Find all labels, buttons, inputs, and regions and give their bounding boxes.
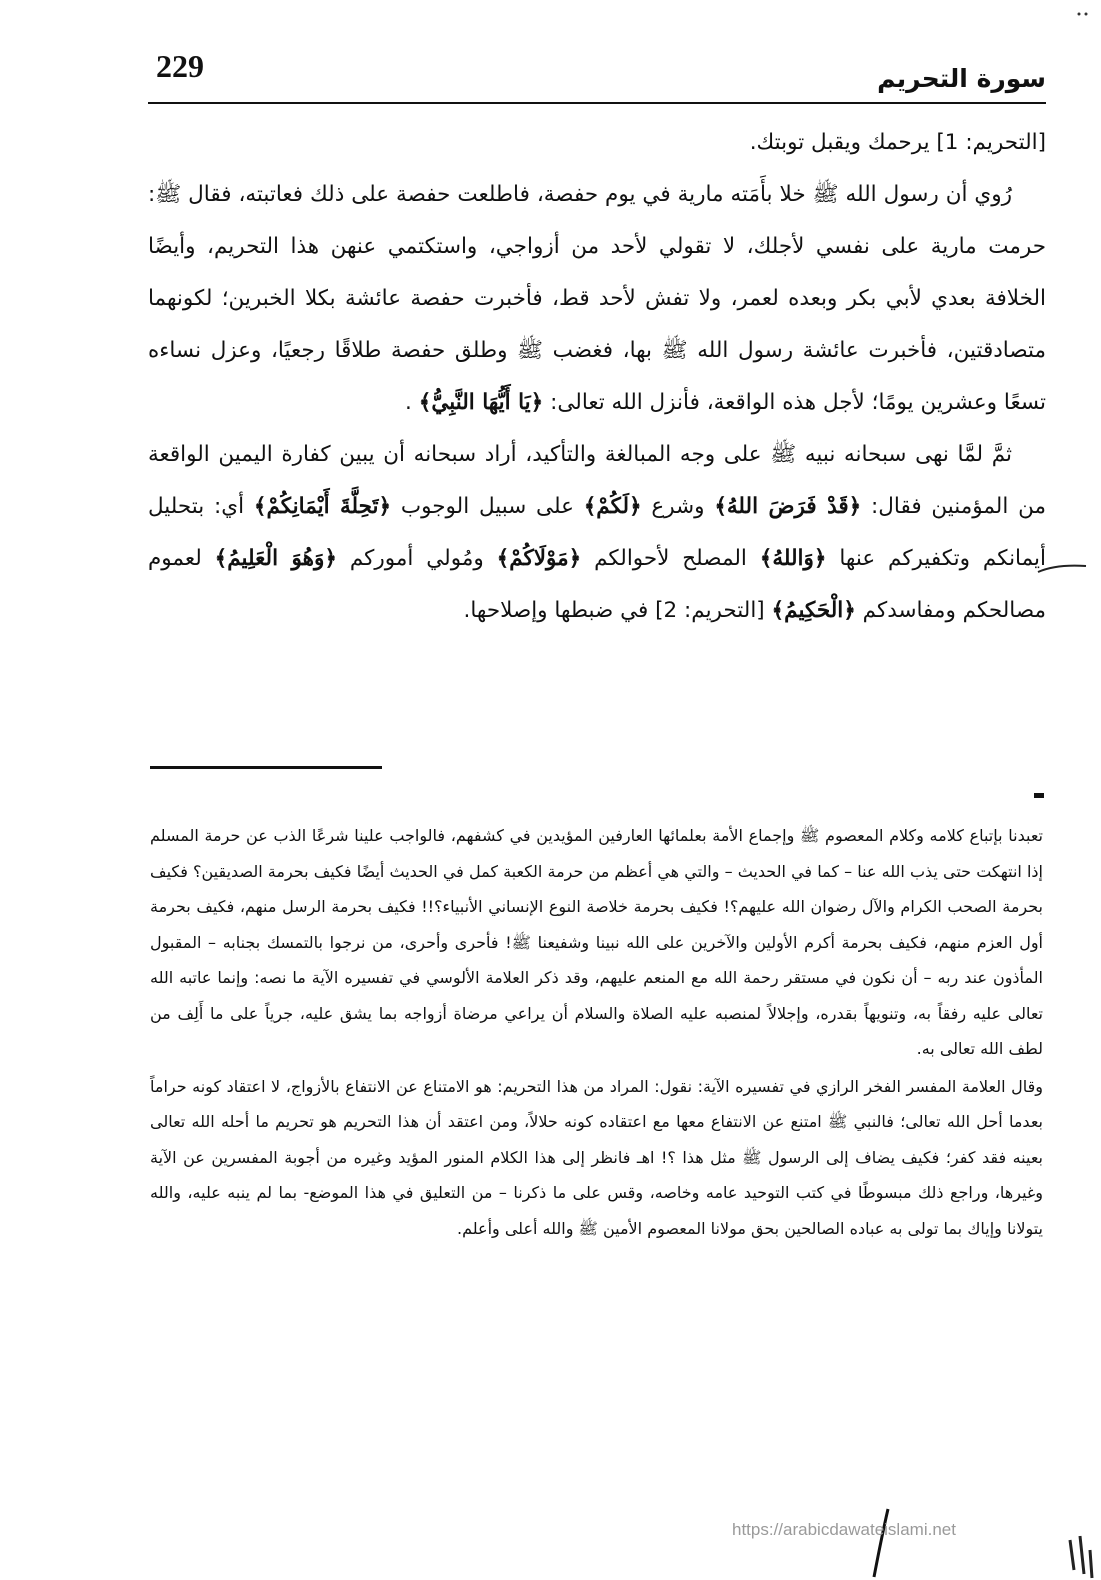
running-title: سورة التحريم — [877, 64, 1046, 93]
footnote-marker — [1034, 793, 1044, 798]
footnote-divider — [150, 766, 382, 769]
quran-quote: ﴿يَا أَيُّهَا النَّبِيُّ﴾ — [418, 390, 544, 415]
paragraph-text: وشرع — [641, 494, 715, 519]
main-paragraph — [148, 429, 1046, 637]
quran-quote: ﴿وَاللهُ﴾ — [759, 546, 827, 571]
quran-quote: ﴿تَحِلَّةَ أَيْمَانِكُمْ﴾ — [253, 494, 392, 519]
scan-pen-stroke — [860, 1505, 900, 1580]
page-number: 229 — [156, 48, 204, 84]
paragraph-text: على سبيل الوجوب — [391, 494, 584, 519]
quran-quote: ﴿مَوْلَاكُمْ﴾ — [496, 546, 582, 571]
main-paragraph — [148, 117, 1046, 169]
page-header — [148, 48, 1046, 102]
footnote-paragraph: وقال العلامة المفسر الفخر الرازي في تفسيره الآية: نقول: المراد من هذا التحريم: هو الامتناع عن الانتفاع بالأزواج، لا اعتقاد كونه حراماً بعدما أحل الله تعالى؛ فالنبي ﷺ امتنع عن الانتفاع معها مع اعتقاده كونه حلالاً، ومن اعتقد أن هذا التحريم هو تحريم ما أحله الله تعالى بعينه فقد كفر؛ فكيف يضاف إلى الرسول ﷺ مثل هذا ؟! اهـ فانظر إلى هذا الكلام المنور المؤيد وغيره من أجوبة المفسرين عن الآية وغيرها، وراجع ذلك مبسوطًا في كتب التوحيد عامه وخاصه، وقس على ما ذكرنا – من التعليق في هذا الموضع- بما لم ينبه عليه، والله يتولانا وإياك بما تولى به عباده الصالحين بحق مولانا المعصوم الأمين ﷺ والله أعلى وأعلم. — [150, 1076, 1043, 1238]
main-text-body — [148, 117, 1046, 637]
main-paragraph — [148, 169, 1046, 429]
footnote-paragraph: تعبدنا بإتباع كلامه وكلام المعصوم ﷺ وإجماع الأمة بعلمائها العارفين المؤيدين في كشفهم، فالواجب علينا شرعًا الذب عن حرمة المسلم إذا انتهكت حتى يذب الله عنا – كما في الحديث – والتي هي أعظم من حرمة الكعبة كمل في الحديث أيضًا فكيف بحرمة الصديقين؟ فكيف بحرمة الصحب الكرام والآل رضوان الله عليهم؟! فكيف بحرمة خلاصة النوع الإنساني الأنبياء؟!! فكيف بحرمة الرسل منهم، فكيف بحرمة أول العزم منهم، فكيف بحرمة أكرم الأولين والآخرين على الله نبينا وشفيعنا ﷺ! فأحرى وأحرى، من نرجوا بالتمسك بجنابه – المقبول المأذون عند ربه – أن نكون في مستقر رحمة الله مع المنعم عليهم، وقد ذكر العلامة الألوسي في تفسيره الآية ما نصه: وإنما عاتبه الله تعالى عليه رفقاً به، وتنويهاً بقدره، وإجلالاً لمنصبه عليه الصلاة والسلام أن يراعي مرضاة أزواجه بما يشق عليه، جرياً على ما أَلِف من لطف الله تعالى به. — [150, 826, 1043, 1058]
paragraph-text: [التحريم: 2] في ضبطها وإصلاحها. — [463, 598, 772, 623]
paragraph-text: أي: بتحليل أيمانكم وتكفيركم عنها — [148, 494, 1046, 571]
paragraph-text: رُوي أن رسول الله ﷺ خلا بأَمَته مارية في يوم حفصة، فاطلعت حفصة على ذلك فعاتبته، فقال ﷺ: حرمت مارية على نفسي لأجلك، لا تقولي لأحد من أزواجي، واستكتمي عنهن هذا التحريم، وأيضًا الخلافة بعدي لأبي بكر وبعده لعمر، ولا تفش لأحد قط، فأخبرت حفصة عائشة بكلا الخبرين؛ لكونهما متصادقتين، فأخبرت عائشة رسول الله ﷺ بها، فغضب ﷺ وطلق حفصة طلاقًا رجعيًا، وعزل نساءه تسعًا وعشرين يومًا؛ لأجل هذه الواقعة، فأنزل الله تعالى: — [148, 182, 1046, 415]
watermark-url: https://arabicdawateislami.net — [732, 1520, 956, 1539]
quran-quote: ﴿وَهُوَ الْعَلِيمُ﴾ — [214, 546, 337, 571]
header-divider — [148, 102, 1046, 104]
paragraph-text: [التحريم: 1] يرحمك ويقبل توبتك. — [749, 130, 1046, 155]
quran-quote: ﴿قَدْ فَرَضَ اللهُ﴾ — [714, 494, 862, 519]
quran-quote: ﴿الْحَكِيمُ﴾ — [771, 598, 856, 623]
paragraph-text: المصلح لأحوالكم — [581, 546, 760, 571]
scan-edge-noise — [1040, 1500, 1101, 1580]
paragraph-text: . — [405, 390, 419, 415]
footnotes-section — [150, 818, 1043, 1246]
scan-corner-marks — [1074, 6, 1092, 22]
margin-mark — [1036, 562, 1088, 576]
paragraph-text: ثمَّ لمَّا نهى سبحانه نبيه ﷺ على وجه المبالغة والتأكيد، أراد سبحانه أن يبين كفارة اليمين الواقعة من المؤمنين فقال: — [148, 442, 1047, 519]
paragraph-text: لعموم مصالحكم ومفاسدكم — [148, 546, 1046, 623]
paragraph-text: ومُولي أموركم — [337, 546, 497, 571]
quran-quote: ﴿لَكُمْ﴾ — [583, 494, 642, 519]
